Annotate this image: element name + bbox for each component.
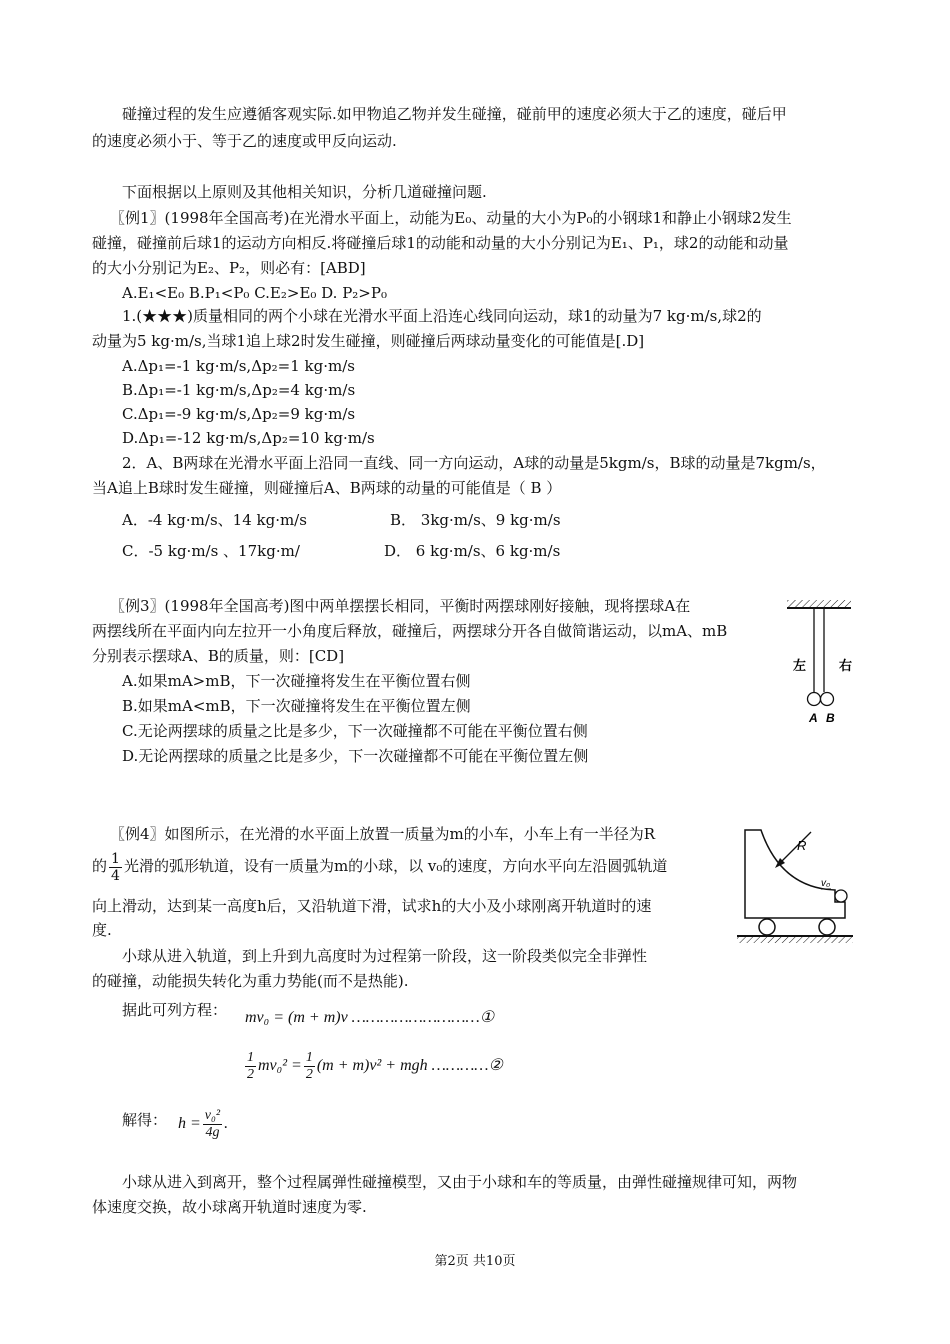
q2-option-a: A．-4 kg·m/s、14 kg·m/s xyxy=(122,511,307,529)
ex3-line-3: 分别表示摆球A、B的质量，则：[CD] xyxy=(92,647,345,665)
label-right: 右 xyxy=(839,658,853,673)
final-line-1: 小球从进入到离开，整个过程属弹性碰撞模型，又由于小球和车的等质量，由弹性碰撞规律可知，两物 xyxy=(122,1173,798,1191)
final-line-2: 体速度交换，故小球离开轨道时速度为零. xyxy=(92,1198,367,1216)
eq2-mid: mv₀² = xyxy=(258,1057,302,1074)
equation-2 xyxy=(243,1048,503,1084)
eq2-frac-1-den: 2 xyxy=(247,1066,254,1082)
ex1-line-3: 的大小分别记为E₂、P₂，则必有：[ABD] xyxy=(92,259,366,277)
pendulum-figure xyxy=(785,596,855,726)
ex4-line-1: 〖例4〗如图所示，在光滑的水平面上放置一质量为m的小车，小车上有一半径为R xyxy=(110,825,656,843)
label-v0: v₀ xyxy=(821,878,831,889)
ex1-options: A.E₁<E₀ B.P₁<P₀ C.E₂>E₀ D. P₂>P₀ xyxy=(122,284,387,302)
wheel-right xyxy=(819,919,835,935)
frac-den: 4 xyxy=(111,867,120,884)
ex4-line-4: 度. xyxy=(92,921,112,939)
q2-option-c: C．-5 kg·m/s 、17kg·m/ xyxy=(122,542,300,560)
eq2-frac-1-num: 1 xyxy=(247,1049,254,1065)
h-equation xyxy=(178,1106,228,1142)
ex3-option-a: A.如果mA>mB，下一次碰撞将发生在平衡位置右侧 xyxy=(122,672,471,690)
equation-1: mv₀ = (m + m)v ………………………① xyxy=(245,1009,495,1026)
eq2-frac-2-num: 1 xyxy=(305,1049,313,1065)
label-left: 左 xyxy=(793,658,807,673)
h-frac xyxy=(203,1108,222,1141)
ball-b xyxy=(821,693,834,706)
small-ball xyxy=(835,890,847,902)
cart-figure xyxy=(735,820,860,945)
solve-label: 解得： xyxy=(122,1111,168,1129)
intro-line-1: 碰撞过程的发生应遵循客观实际.如甲物追乙物并发生碰撞，碰前甲的速度必须大于乙的速度，碰后甲 xyxy=(122,105,787,123)
eq2-frac-1 xyxy=(245,1050,256,1083)
eq2-frac-2 xyxy=(304,1050,315,1083)
h-dot: . xyxy=(224,1115,229,1132)
quarter-fraction xyxy=(109,851,122,884)
ex4-line-2-pre: 的 xyxy=(92,857,108,875)
ex3-option-b: B.如果mA<mB，下一次碰撞将发生在平衡位置左侧 xyxy=(122,697,471,715)
h-den: 4g xyxy=(205,1124,220,1140)
eq2-frac-2-den: 2 xyxy=(305,1066,313,1082)
ex3-option-c: C.无论两摆球的质量之比是多少，下一次碰撞都不可能在平衡位置右侧 xyxy=(122,722,588,740)
frac-num: 1 xyxy=(111,850,120,867)
sol-line-3: 据此可列方程： xyxy=(122,1001,228,1019)
q2-line-2: 当A追上B球时发生碰撞，则碰撞后A、B两球的动量的可能值是（ B ） xyxy=(92,479,562,497)
q2-option-d: D． 6 kg·m/s、6 kg·m/s xyxy=(384,542,561,560)
sol-line-2: 的碰撞，动能损失转化为重力势能(而不是热能). xyxy=(92,972,409,990)
ex4-line-2 xyxy=(92,848,667,884)
page-footer: 第2页 共10页 xyxy=(434,1254,516,1269)
ex3-option-d: D.无论两摆球的质量之比是多少，下一次碰撞都不可能在平衡位置左侧 xyxy=(122,747,589,765)
q2-option-b: B． 3kg·m/s、9 kg·m/s xyxy=(390,511,561,529)
q1-option-b: B.Δp₁=-1 kg·m/s,Δp₂=4 kg·m/s xyxy=(122,381,356,399)
q2-line-1: 2．A、B两球在光滑水平面上沿同一直线、同一方向运动，A球的动量是5kgm/s，B球的动量是7kgm/s， xyxy=(122,454,826,472)
q1-option-a: A.Δp₁=-1 kg·m/s,Δp₂=1 kg·m/s xyxy=(122,357,355,375)
ceiling-hatch xyxy=(787,600,851,608)
q1-option-c: C.Δp₁=-9 kg·m/s,Δp₂=9 kg·m/s xyxy=(122,405,356,423)
label-b: B xyxy=(826,711,835,725)
ex1-line-2: 碰撞，碰撞前后球1的运动方向相反.将碰撞后球1的动能和动量的大小分别记为E₁、P₁，球2的动能和动量 xyxy=(92,234,789,252)
ground-hatch xyxy=(737,937,853,943)
ex3-line-2: 两摆线所在平面内向左拉开一小角度后释放，碰撞后，两摆球分开各自做简谐运动，以mA、mB xyxy=(92,622,728,640)
sol-line-1: 小球从进入轨道，到上升到九高度时为过程第一阶段，这一阶段类似完全非弹性 xyxy=(122,947,648,965)
h-eq: h = xyxy=(178,1115,201,1132)
intro-line-2: 的速度必须小于、等于乙的速度或甲反向运动. xyxy=(92,132,397,150)
ex4-line-3: 向上滑动，达到某一高度h后，又沿轨道下滑，试求h的大小及小球刚离开轨道时的速 xyxy=(92,897,652,915)
ex4-line-2-post: 光滑的弧形轨道，设有一质量为m的小球，以 v₀的速度，方向水平向左沿圆弧轨道 xyxy=(123,857,668,875)
ball-a xyxy=(808,693,821,706)
ex3-line-1: 〖例3〗(1998年全国高考)图中两单摆摆长相同，平衡时两摆球刚好接触，现将摆球A在 xyxy=(110,597,691,615)
q1-option-d: D.Δp₁=-12 kg·m/s,Δp₂=10 kg·m/s xyxy=(122,429,375,447)
wheel-left xyxy=(759,919,775,935)
lead-text: 下面根据以上原则及其他相关知识，分析几道碰撞问题. xyxy=(122,183,487,201)
cart-body xyxy=(745,830,845,918)
ex1-line-1: 〖例1〗(1998年全国高考)在光滑水平面上，动能为E₀、动量的大小为P₀的小钢球1和静止小钢球2发生 xyxy=(110,209,792,227)
label-a: A xyxy=(809,711,818,725)
label-r: R xyxy=(797,838,807,853)
q1-line-2: 动量为5 kg·m/s,当球1追上球2时发生碰撞，则碰撞后两球动量变化的可能值是[.D] xyxy=(92,332,645,350)
h-num: v₀² xyxy=(204,1107,221,1123)
q1-line-1: 1.(★★★)质量相同的两个小球在光滑水平面上沿连心线同向运动，球1的动量为7 kg·m/s,球2的 xyxy=(122,307,762,325)
eq2-end: (m + m)v² + mgh …………② xyxy=(316,1057,503,1074)
